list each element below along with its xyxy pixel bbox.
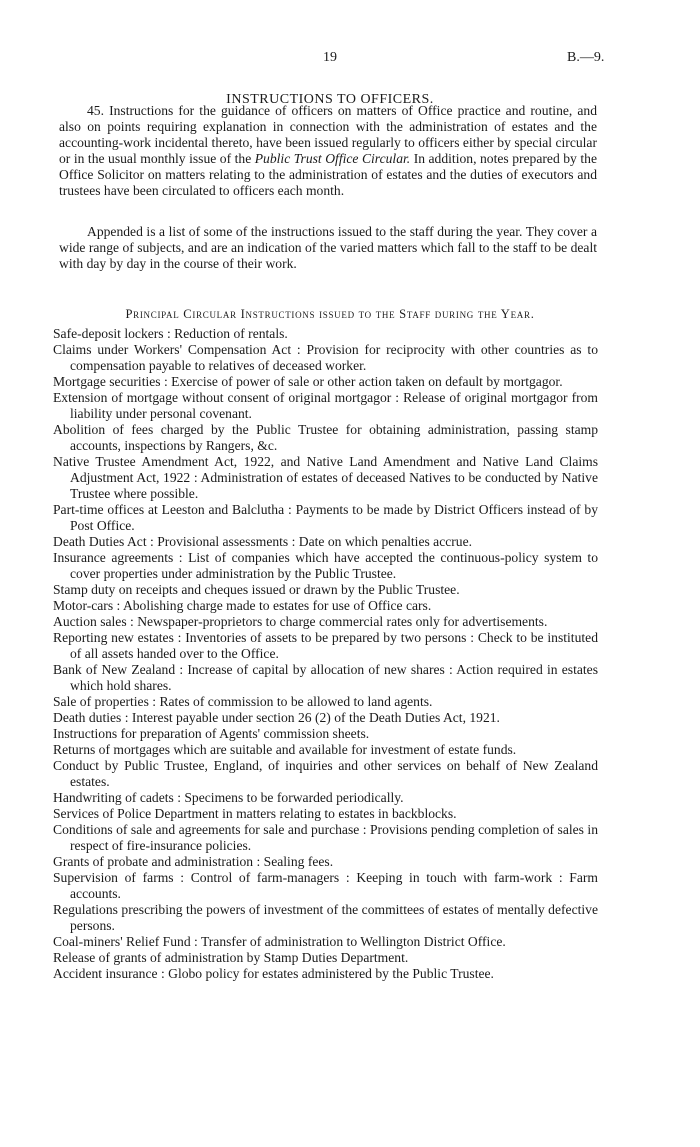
circular-title: Public Trust Office Circular. — [254, 151, 411, 166]
instruction-item: Safe-deposit lockers : Reduction of rentals. — [53, 326, 288, 341]
section-heading: INSTRUCTIONS TO OFFICERS. — [226, 92, 434, 107]
list-heading: Principal Circular Instructions issued to the Staff during the Year. — [125, 307, 535, 321]
instruction-item: Stamp duty on receipts and cheques issued or drawn by the Public Trustee. — [53, 582, 460, 597]
instruction-item: Native Trustee Amendment Act, 1922, and Native Land Amendment and Native Land Claims Adjustment Act, 1922 : Administration of estates of deceased Natives to be conducted by Native Trustee where possible. — [53, 454, 598, 501]
instruction-item: Conduct by Public Trustee, England, of inquiries and other services on behalf of New Zealand estates. — [53, 758, 598, 789]
paragraph-text-end: In addition, notes prepared by the Office Solicitor on matters relating to the administration of estates and the duties of executors and trustees have been circulated to officers each month. — [59, 151, 597, 198]
instruction-item: Accident insurance : Globo policy for estates administered by the Public Trustee. — [53, 966, 494, 981]
instructions-list — [53, 326, 598, 982]
instruction-item: Auction sales : Newspaper-proprietors to charge commercial rates only for advertisements. — [53, 614, 548, 629]
instruction-item: Regulations prescribing the powers of investment of the committees of estates of mentally defective persons. — [53, 902, 598, 933]
instruction-item: Claims under Workers' Compensation Act : Provision for reciprocity with other countries as to compensation payable to relatives of deceased worker. — [53, 342, 598, 373]
instruction-item: Extension of mortgage without consent of original mortgagor : Release of original mortgagor from liability under personal covenant. — [53, 390, 598, 421]
instruction-item: Conditions of sale and agreements for sale and purchase : Provisions pending completion of sales in respect of fire-insurance policies. — [53, 822, 598, 853]
instruction-item: Death duties : Interest payable under section 26 (2) of the Death Duties Act, 1921. — [53, 710, 500, 725]
paragraph-appended: Appended is a list of some of the instructions issued to the staff during the year. They cover a wide range of subjects, and are an indication of the varied matters which fall to the staff to be dealt with day by day in the course of their work. — [59, 224, 597, 271]
instruction-item: Insurance agreements : List of companies which have accepted the continuous-policy system to cover properties under administration by the Public Trustee. — [53, 550, 598, 581]
paragraph-text-start: Instructions for the guidance of officers on matters of Office practice and routine, and also on points requiring explanation in connection with the administration of estates and the accounting-work incidental thereto, have been issued regularly to officers either by special circular or in the usual monthly issue of the — [59, 103, 598, 166]
instruction-item: Reporting new estates : Inventories of assets to be prepared by two persons : Check to be instituted of all assets handed over to the Office. — [53, 630, 598, 661]
instruction-item: Part-time offices at Leeston and Balclutha : Payments to be made by District Officers instead of by Post Office. — [53, 502, 598, 533]
instruction-item: Grants of probate and administration : Sealing fees. — [53, 854, 334, 869]
instruction-item: Bank of New Zealand : Increase of capital by allocation of new shares : Action required in estates which hold shares. — [53, 662, 598, 693]
instruction-item: Handwriting of cadets : Specimens to be forwarded periodically. — [53, 790, 404, 805]
instruction-item: Death Duties Act : Provisional assessments : Date on which penalties accrue. — [53, 534, 473, 549]
instruction-item: Supervision of farms : Control of farm-managers : Keeping in touch with farm-work : Farm accounts. — [53, 870, 598, 901]
page-number: 19 — [323, 50, 337, 65]
document-reference: B.—9. — [567, 50, 605, 65]
paragraph-45 — [59, 103, 597, 199]
instruction-item: Returns of mortgages which are suitable and available for investment of estate funds. — [53, 742, 517, 757]
instruction-item: Motor-cars : Abolishing charge made to estates for use of Office cars. — [53, 598, 432, 613]
instruction-item: Release of grants of administration by Stamp Duties Department. — [53, 950, 409, 965]
instruction-item: Mortgage securities : Exercise of power of sale or other action taken on default by mortgagor. — [53, 374, 563, 389]
instruction-item: Services of Police Department in matters relating to estates in backblocks. — [53, 806, 457, 821]
paragraph-number: 45. — [87, 103, 104, 118]
instruction-item: Instructions for preparation of Agents' commission sheets. — [53, 726, 370, 741]
instruction-item: Coal-miners' Relief Fund : Transfer of administration to Wellington District Office. — [53, 934, 506, 949]
instruction-item: Abolition of fees charged by the Public Trustee for obtaining administration, passing stamp accounts, inspections by Rangers, &c. — [53, 422, 598, 453]
instruction-item: Sale of properties : Rates of commission to be allowed to land agents. — [53, 694, 433, 709]
